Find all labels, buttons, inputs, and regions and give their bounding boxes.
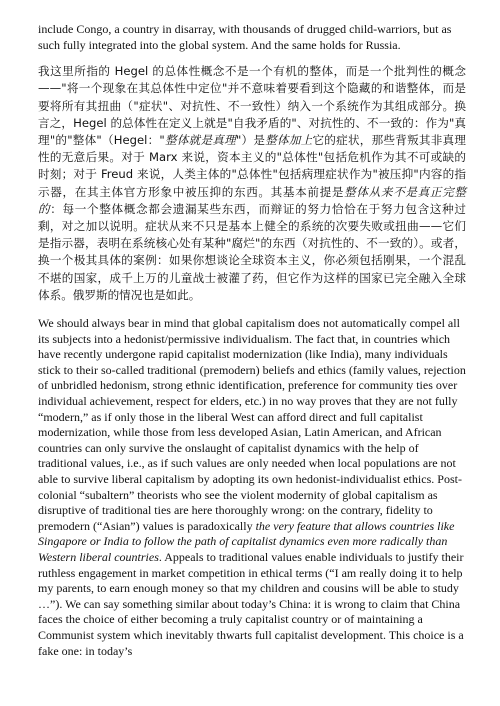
paragraph-gap — [38, 304, 466, 316]
document-page — [38, 22, 466, 659]
paragraph-english-main — [38, 316, 466, 659]
text-run: We should always bear in mind that global capitalism does not automatically compel all its subjects into a hedonist/permissive individualism. The fact that, in countries which have recently undergone rapid capitalist modernization (like India), many individuals stick to their so-called traditional (premodern) beliefs and ethics (family values, rejection of unbridled hedonism, strong ethnic identification, preference for community ties over individual achievement, respect for elders, etc.) in no way proves that they are not fully “modern,” as if only those in the liberal West can afford direct and full capitalist modernization, while those from less developed Asian, Latin American, and African countries can only survive the onslaught of capitalist dynamics with the help of traditional values, i.e., as if such values are only needed when local populations are not able to survive liberal capitalism by adopting its own hedonist-individualist ethics. Post-colonial “subaltern” theorists who see the violent modernity of global capitalism as disruptive of traditional ties are here thoroughly wrong: on the contrary, fidelity to premodern (“Asian”) values is paradoxically — [38, 316, 466, 533]
paragraph-gap — [38, 53, 466, 63]
text-run: ：每一个整体概念都会遗漏某些东西，而辩证的努力恰恰在于努力包含这种过剩，对之加以说明。症状从来不只是基本上健全的系统的次要失败或扭曲——它们是指示器，表明在系统核心处有某种"腐烂"的东西（对抗性的、不一致的）。或者，换一个极其具体的案例：如果你想谈论全球资本主义，你必须包括刚果，一个混乱不堪的国家，成千上万的儿童战士被灌了药，但它作为这样的国家已完全融入全球体系。俄罗斯的情况也是如此。 — [38, 201, 466, 302]
paragraph-chinese-translation — [38, 63, 466, 304]
emphasis-text: the very feature that allows countries like Singapore or India to follow the path of capitalist dynamics even more radically than Western liberal countries — [38, 518, 455, 564]
text-run: 它的症状，那些背叛其非真理性的无意后果。对于 Marx 来说，资本主义的"总体性"包括危机作为其不可或缺的时刻；对于 Freud 来说，人类主体的"总体性"包括病理症状作为"被压抑"内容的指示器，在其主体官方形象中被压抑的东西。其基本前提是 — [38, 133, 466, 199]
emphasis-text: 整体从来不是真正完整的 — [38, 184, 466, 216]
paragraph-english-continuation: include Congo, a country in disarray, with thousands of drugged child-warriors, but as such fully integrated into the global system. And the same holds for Russia. — [38, 22, 452, 52]
text-run: "）是 — [235, 133, 266, 147]
emphasis-text: 整体加上 — [265, 133, 313, 147]
text-run: . Appeals to traditional values enable individuals to justify their ruthless engagement in market competition in ethical terms (“I am really doing it to help my parents, to earn enough money so that my children and cousins will be able to study …”). We can say something similar about today’s China: it is wrong to claim that China faces the choice of either becoming a truly capitalist country or of maintaining a Communist system which inevitably thwarts full capitalist development. This choice is a fake one: in today’s — [38, 549, 464, 658]
text-run: 我这里所指的 Hegel 的总体性概念不是一个有机的整体，而是一个批判性的概念——"将一个现象在其总体性中定位"并不意味着要看到这个隐藏的和谐整体，而是要将所有其扭曲（"症状"、对抗性、不一致性）纳入一个系统作为其组成部分。换言之，Hegel 的总体性在定义上就是"自我矛盾的"、对抗性的、不一致的：作为"真理"的"整体"（Hegel：" — [38, 64, 466, 147]
emphasis-text: 整体就是真理 — [164, 133, 236, 147]
